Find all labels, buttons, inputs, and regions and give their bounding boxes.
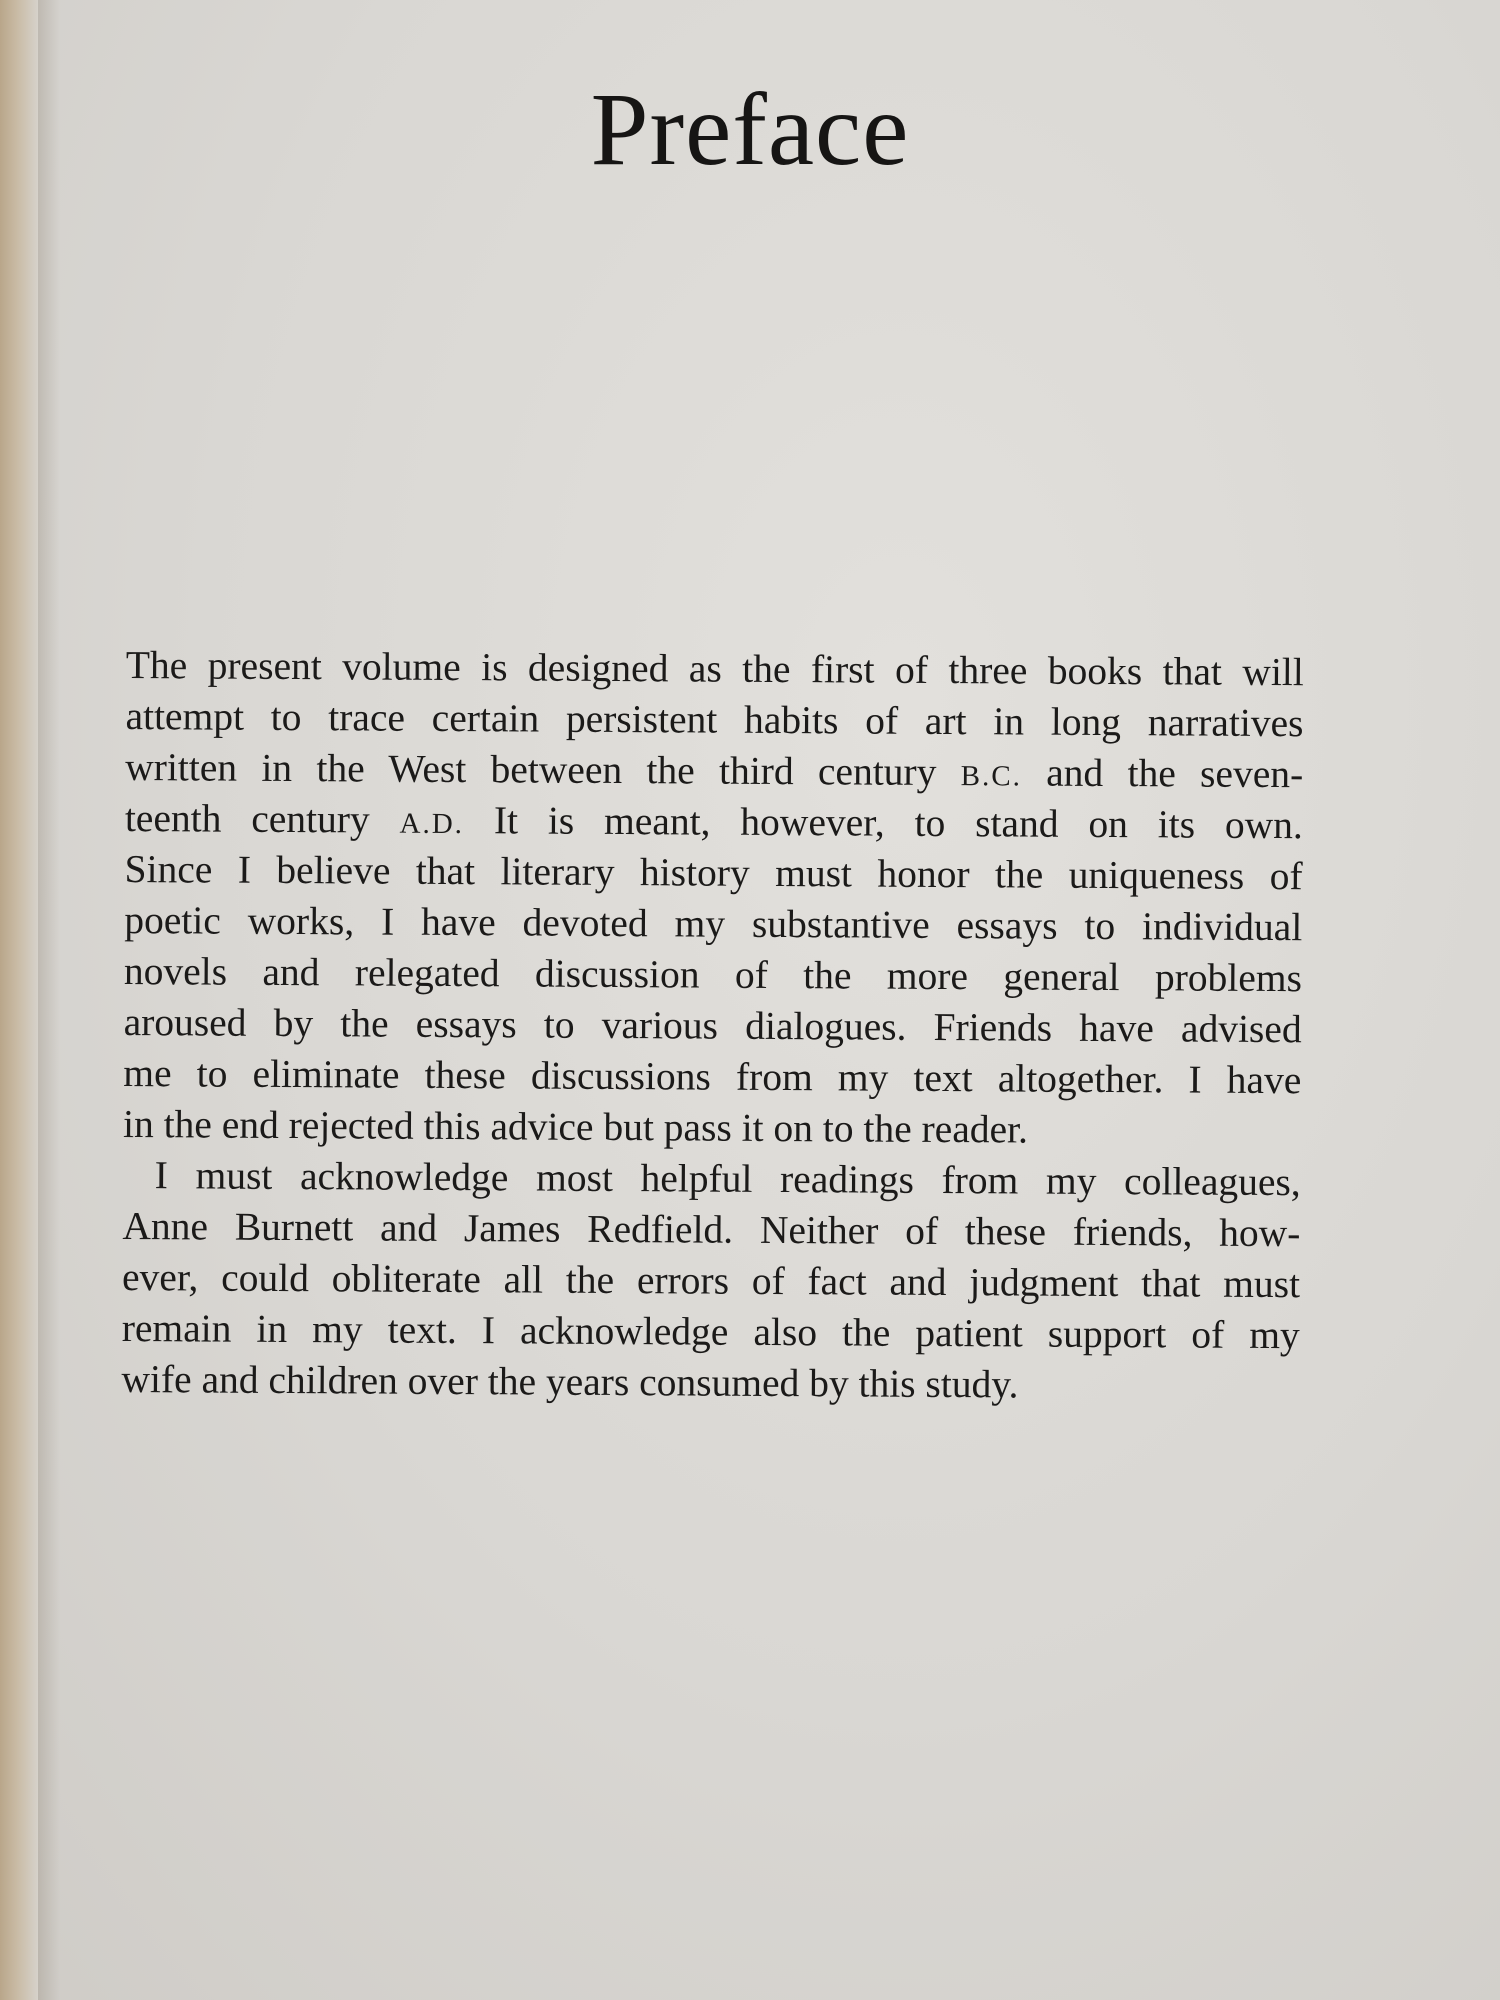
text-line: Anne Burnett and James Redfield. Neither of these friends, how- — [122, 1203, 1301, 1256]
text-segment: It is meant, however, to stand on its own. — [463, 798, 1304, 848]
gutter-shadow — [38, 0, 60, 2000]
text-line: ever, could obliterate all the errors of fact and judgment that must — [121, 1254, 1301, 1307]
text-line: me to eliminate these discussions from my text altogether. I have — [123, 1050, 1302, 1103]
text-segment: teenth century — [124, 795, 400, 842]
text-segment: written in the West between the third century — [125, 744, 961, 795]
text-line: I must acknowledge most helpful readings from my colleagues, — [154, 1153, 1301, 1205]
text-line: Since I believe that literary history must honor the uniqueness of — [124, 846, 1303, 899]
preface-body — [121, 640, 1304, 1412]
text-line: wife and children over the years consumed by this study. — [121, 1356, 1019, 1407]
era-abbreviation: A.D. — [399, 807, 465, 841]
text-line: in the end rejected this advice but pass it on to the reader. — [122, 1101, 1029, 1152]
text-line: novels and relegated discussion of the more general problems — [123, 948, 1303, 1001]
era-abbreviation: B.C. — [960, 760, 1022, 793]
page-gutter — [0, 0, 38, 2000]
page-title: Preface — [590, 72, 910, 187]
text-line — [125, 742, 1303, 800]
text-line: remain in my text. I acknowledge also the patient support of my — [121, 1305, 1300, 1358]
paragraph-1 — [123, 640, 1304, 1157]
text-line: aroused by the essays to various dialogues. Friends have advised — [123, 999, 1302, 1052]
text-line: poetic works, I have devoted my substantive essays to individual — [124, 897, 1303, 950]
text-line: The present volume is designed as the first of three books that will — [125, 642, 1304, 695]
paragraph-2 — [121, 1150, 1301, 1412]
text-line — [125, 793, 1303, 851]
text-line: attempt to trace certain persistent habits of art in long narratives — [125, 693, 1304, 746]
text-segment: and the seven- — [1021, 750, 1304, 797]
